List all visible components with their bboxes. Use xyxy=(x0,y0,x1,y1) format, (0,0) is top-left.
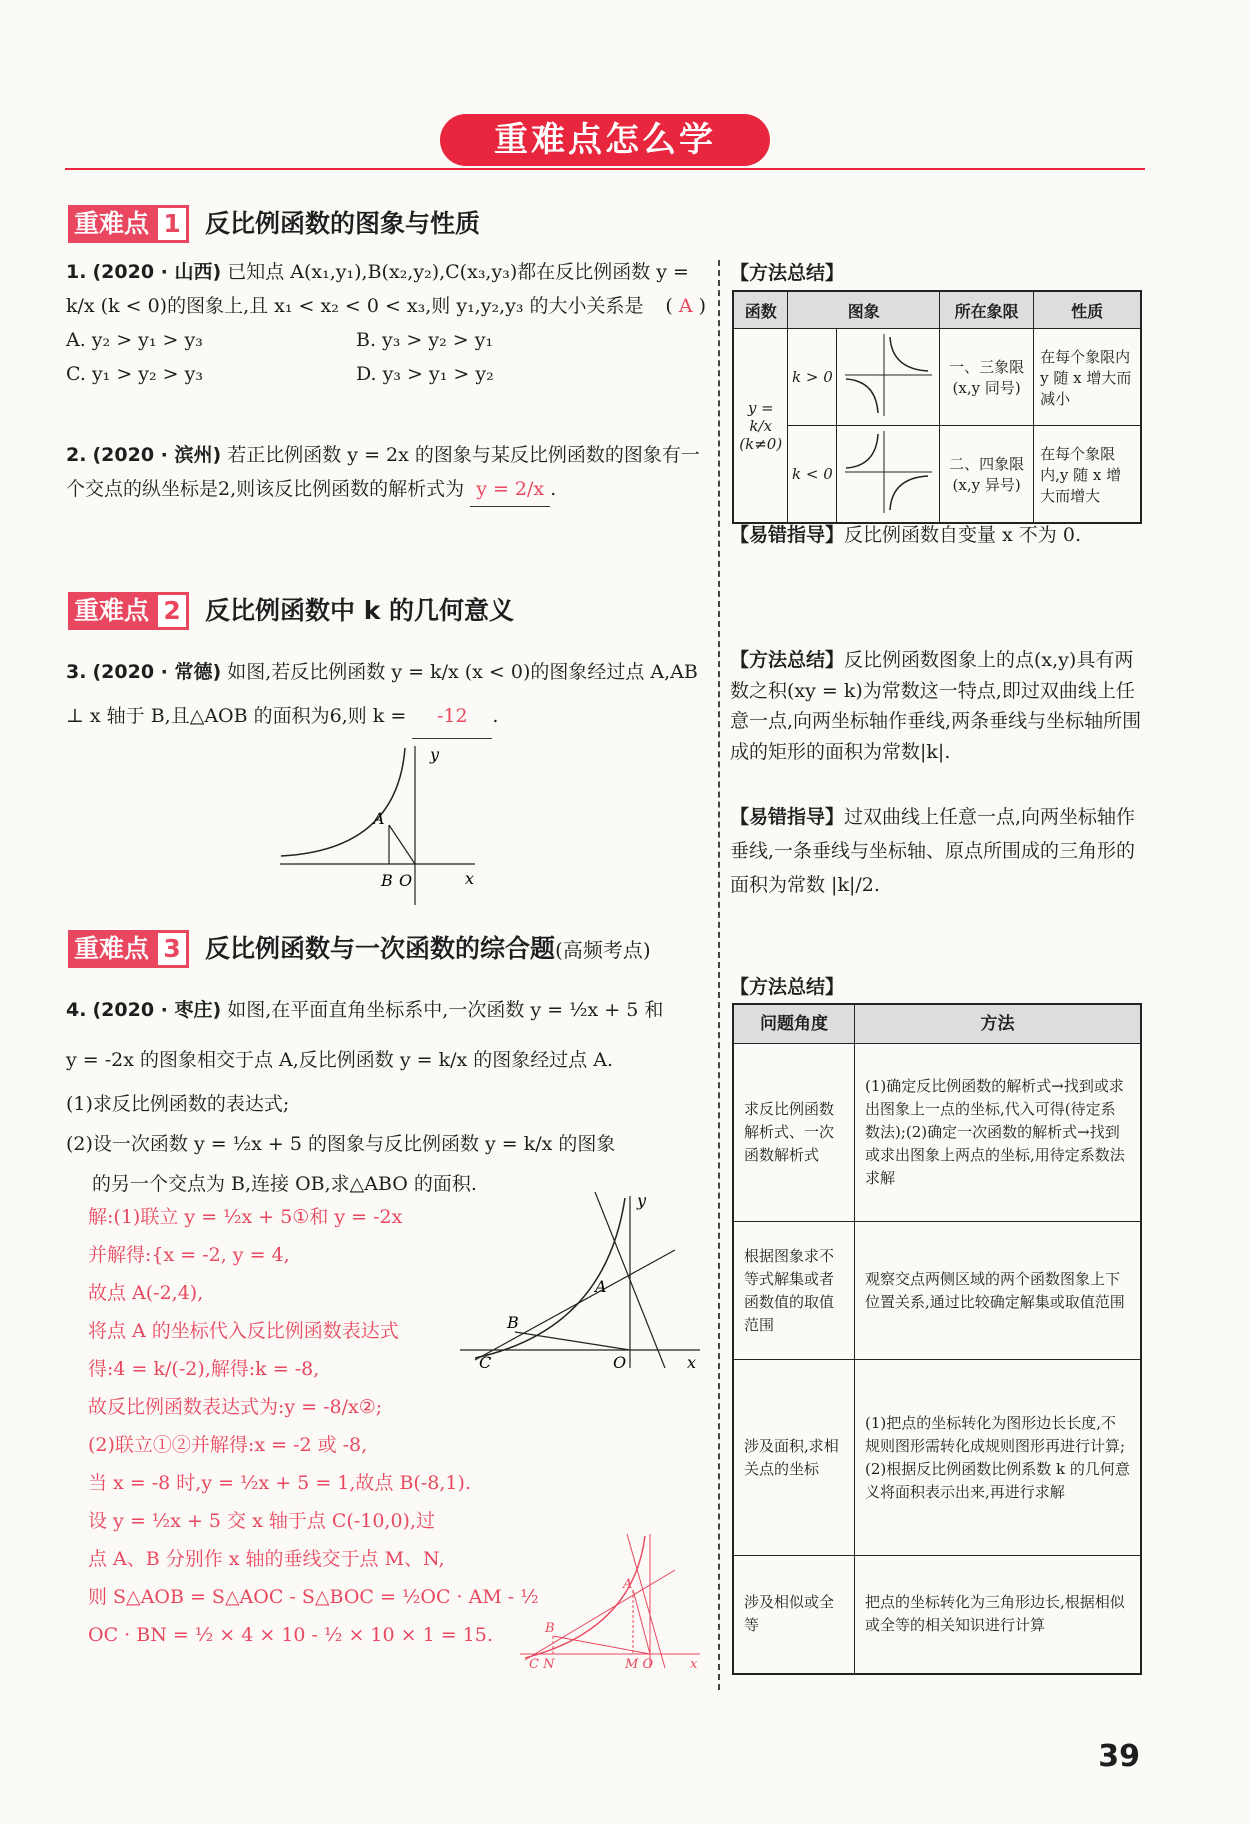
point-label-a: A xyxy=(623,1577,633,1592)
question-part-2: (2)设一次函数 y = ½x + 5 的图象与反比例函数 y = k/x 的图象 xyxy=(66,1133,616,1155)
question-3: 3. (2020 · 常德) 如图,若反比例函数 y = k/x (x < 0)的图象经过点 A,AB ⊥ x 轴于 B,且△AOB 的面积为6,则 k = -12 . xyxy=(66,650,706,739)
hyperbola-k-positive-graph xyxy=(840,331,936,419)
point-label-cn: C N xyxy=(529,1657,555,1670)
table-header: 问题角度 xyxy=(733,1004,855,1044)
angle-cell: 根据图象求不等式解集或者函数值的取值范围 xyxy=(733,1222,855,1360)
question-1: 1. (2020 · 山西) 已知点 A(x₁,y₁),B(x₂,y₂),C(x₃,y₃)都在反比例函数 y = k/x (k < 0)的图象上,且 x₁ < x₂ < 0 < x₃,则 y₁,y₂,y₃ 的大小关系是 ( A ) A. y₂ > y₁ > y₃ B. y₃ > y₂ > y₁ C. y₁ > y₂ > y₃ D. y₃ > y₁ > y₂ xyxy=(66,255,706,391)
method-summary-3-tag: 【方法总结】 xyxy=(730,976,845,998)
section-tag-label: 重难点 xyxy=(68,930,155,968)
solution-line: 得:4 = k/(-2),解得:k = -8, xyxy=(88,1358,320,1380)
solution-line: 则 S△AOB = S△AOC - S△BOC = ½OC · AM - ½ xyxy=(88,1586,539,1608)
hyperbola-k-negative-graph xyxy=(840,428,936,516)
property-table xyxy=(732,290,1142,524)
section-number: 2 xyxy=(155,592,189,630)
solution-line: (2)联立①②并解得:x = -2 或 -8, xyxy=(88,1434,368,1456)
question-source: (2020 · 枣庄) xyxy=(92,999,222,1021)
function-cell: y = k/x (k≠0) xyxy=(733,329,788,524)
graph-cell xyxy=(837,426,940,524)
section-title: 反比例函数中 k 的几何意义 xyxy=(205,596,515,625)
option-b: B. y₃ > y₂ > y₁ xyxy=(356,329,494,351)
banner-rule xyxy=(65,168,1145,170)
table-header: 所在象限 xyxy=(940,291,1034,329)
solution-line: 故点 A(-2,4), xyxy=(88,1282,204,1304)
condition-cell: k < 0 xyxy=(788,426,837,524)
point-label-b: B xyxy=(507,1313,519,1332)
question-stem-2: y = -2x 的图象相交于点 A,反比例函数 y = k/x 的图象经过点 A. xyxy=(66,1049,614,1071)
point-label-a: A xyxy=(595,1277,607,1296)
solution-line: 当 x = -8 时,y = ½x + 5 = 1,故点 B(-8,1). xyxy=(88,1472,471,1494)
method-cell: (1)把点的坐标转化为图形边长长度,不规则图形需转化成规则图形再进行计算;(2)根据反比例函数比例系数 k 的几何意义将面积表示出来,再进行求解 xyxy=(855,1360,1142,1556)
table-header: 图象 xyxy=(788,291,940,329)
angle-cell: 求反比例函数解析式、一次函数解析式 xyxy=(733,1044,855,1222)
question-stem-1: 如图,在平面直角坐标系中,一次函数 y = ½x + 5 和 xyxy=(227,999,664,1021)
question-source: (2020 · 滨州) xyxy=(92,444,222,466)
page-number: 39 xyxy=(1098,1739,1140,1774)
question-stem: 若正比例函数 y = 2x 的图象与某反比例函数的图象有一个交点的纵坐标是2,则该反比例函数的解析式为 xyxy=(66,444,700,500)
solution-line: OC · BN = ½ × 4 × 10 - ½ × 10 × 1 = 15. xyxy=(88,1624,493,1646)
axis-label-y: y xyxy=(637,1191,647,1210)
quadrant-cell: 一、三象限 (x,y 同号) xyxy=(940,329,1034,426)
section-tag-label: 重难点 xyxy=(68,205,155,243)
q4-solution-graph xyxy=(515,1530,705,1670)
solution-line: 点 A、B 分别作 x 轴的垂线交于点 M、N, xyxy=(88,1548,445,1570)
point-label-b: B xyxy=(545,1621,555,1636)
angle-cell: 涉及面积,求相关点的坐标 xyxy=(733,1360,855,1556)
question-number: 2. xyxy=(66,444,87,466)
section-3-header xyxy=(68,930,651,972)
answer-blank: -12 xyxy=(412,694,492,739)
question-part-1: (1)求反比例函数的表达式; xyxy=(66,1093,290,1115)
section-2-header xyxy=(68,592,514,634)
solution-line: 解:(1)联立 y = ½x + 5①和 y = -2x xyxy=(88,1206,403,1228)
page-banner: 重难点怎么学 xyxy=(440,114,770,166)
section-note: (高频考点) xyxy=(555,938,651,962)
question-number: 4. xyxy=(66,999,87,1021)
axis-label-x: x xyxy=(687,1353,697,1370)
question-source: (2020 · 山西) xyxy=(92,261,222,283)
question-number: 1. xyxy=(66,261,87,283)
answer-choice: A xyxy=(678,295,693,317)
question-stem: 如图,若反比例函数 y = k/x (x < 0)的图象经过点 A,AB ⊥ x 轴于 B,且△AOB 的面积为6,则 k = xyxy=(66,661,698,727)
error-guide-1: 【易错指导】反比例函数自变量 x 不为 0. xyxy=(730,524,1081,546)
question-stem: 已知点 A(x₁,y₁),B(x₂,y₂),C(x₃,y₃)都在反比例函数 y = k/x (k < 0)的图象上,且 x₁ < x₂ < 0 < x₃,则 y₁,y₂,y₃ 的大小关系是 xyxy=(66,261,689,317)
table-header: 函数 xyxy=(733,291,788,329)
property-cell: 在每个象限内,y 随 x 增大而增大 xyxy=(1034,426,1141,524)
answer-blank: y = 2/x xyxy=(470,472,550,507)
angle-cell: 涉及相似或全等 xyxy=(733,1556,855,1674)
method-cell: (1)确定反比例函数的解析式→找到或求出图象上一点的坐标,代入可得(待定系数法);(2)确定一次函数的解析式→找到或求出图象上两点的坐标,用待定系数法求解 xyxy=(855,1044,1142,1222)
graph-cell xyxy=(837,329,940,426)
condition-cell: k > 0 xyxy=(788,329,837,426)
q3-graph xyxy=(275,740,495,910)
section-title: 反比例函数的图象与性质 xyxy=(205,209,481,238)
question-4 xyxy=(66,985,706,1203)
point-label-b: B xyxy=(381,871,393,890)
section-1-header xyxy=(68,205,480,247)
method-summary-1-tag: 【方法总结】 xyxy=(730,262,845,284)
method-table xyxy=(732,1003,1142,1675)
question-source: (2020 · 常德) xyxy=(92,661,222,683)
table-header: 性质 xyxy=(1034,291,1141,329)
question-2: 2. (2020 · 滨州) 若正比例函数 y = 2x 的图象与某反比例函数的图象有一个交点的纵坐标是2,则该反比例函数的解析式为 y = 2/x . xyxy=(66,438,706,507)
section-tag-label: 重难点 xyxy=(68,592,155,630)
solution-line: 并解得:{x = -2, y = 4, xyxy=(88,1244,290,1266)
axis-label-x: x xyxy=(690,1657,698,1670)
property-cell: 在每个象限内 y 随 x 增大而减小 xyxy=(1034,329,1141,426)
point-label-o: O xyxy=(399,871,413,890)
solution-line: 将点 A 的坐标代入反比例函数表达式 xyxy=(88,1320,399,1342)
section-title: 反比例函数与一次函数的综合题(高频考点) xyxy=(205,934,651,963)
section-number: 3 xyxy=(155,930,189,968)
option-c: C. y₁ > y₂ > y₃ xyxy=(66,363,203,385)
point-label-a: A xyxy=(373,809,385,828)
point-label-c: C xyxy=(479,1353,492,1370)
method-cell: 把点的坐标转化为三角形边长,根据相似或全等的相关知识进行计算 xyxy=(855,1556,1142,1674)
point-label-mo: M O xyxy=(625,1657,654,1670)
table-header: 方法 xyxy=(855,1004,1142,1044)
axis-label-x: x xyxy=(465,869,475,888)
solution-line: 故反比例函数表达式为:y = -8/x②; xyxy=(88,1396,383,1418)
question-part-2b: 的另一个交点为 B,连接 OB,求△ABO 的面积. xyxy=(92,1173,477,1195)
option-d: D. y₃ > y₁ > y₂ xyxy=(356,363,494,385)
column-separator xyxy=(718,260,720,1690)
method-cell: 观察交点两侧区域的两个函数图象上下位置关系,通过比较确定解集或取值范围 xyxy=(855,1222,1142,1360)
method-summary-2: 【方法总结】反比例函数图象上的点(x,y)具有两数之积(xy = k)为常数这一特点,即过双曲线上任意一点,向两坐标轴作垂线,两条垂线与坐标轴所围成的矩形的面积为常数|k|. xyxy=(730,649,1142,763)
question-number: 3. xyxy=(66,661,87,683)
solution-line: 设 y = ½x + 5 交 x 轴于点 C(-10,0),过 xyxy=(88,1510,435,1532)
option-a: A. y₂ > y₁ > y₃ xyxy=(66,329,203,351)
axis-label-y: y xyxy=(430,745,440,764)
quadrant-cell: 二、四象限 (x,y 异号) xyxy=(940,426,1034,524)
error-guide-2: 【易错指导】过双曲线上任意一点,向两坐标轴作垂线,一条垂线与坐标轴、原点所围成的三角形的面积为常数 |k|/2. xyxy=(730,806,1136,896)
point-label-o: O xyxy=(613,1353,627,1370)
section-number: 1 xyxy=(155,205,189,243)
